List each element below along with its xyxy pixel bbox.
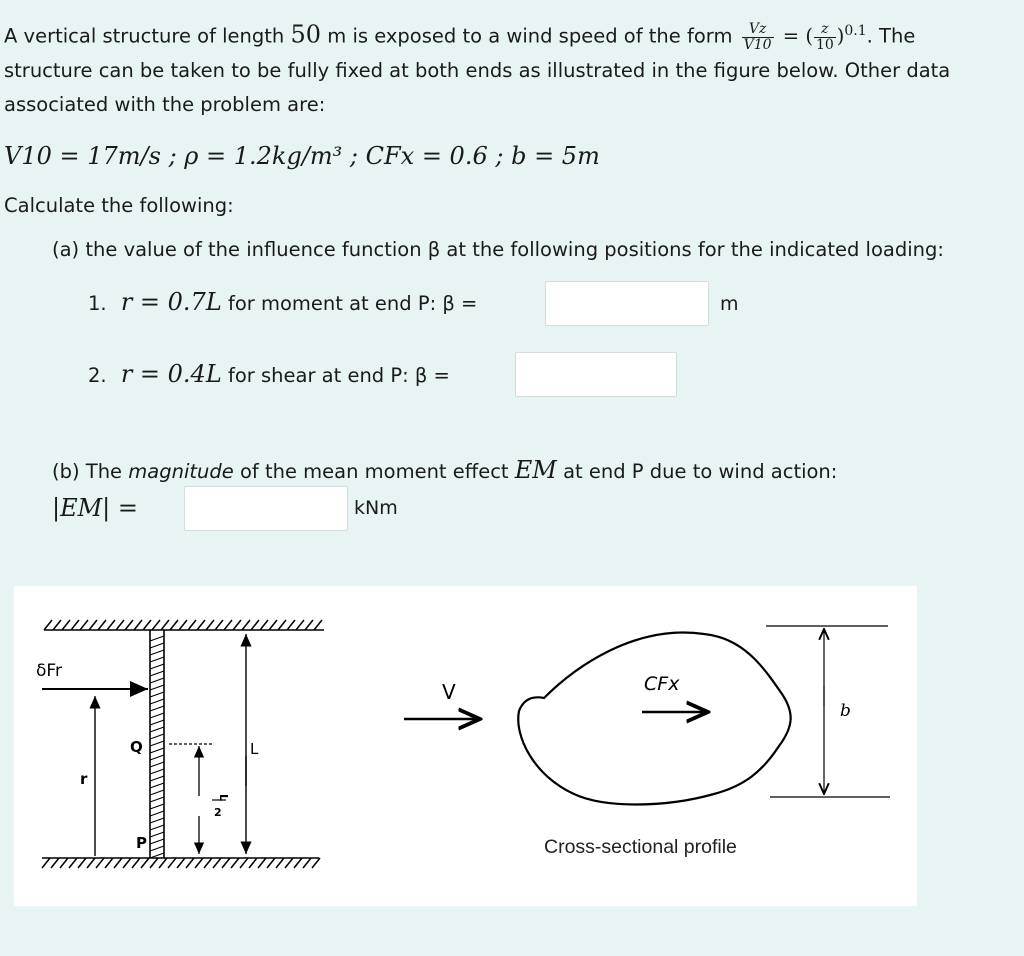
em-unit: kNm bbox=[354, 497, 398, 519]
wind-label: V bbox=[442, 680, 456, 704]
beta-moment-input[interactable] bbox=[545, 281, 709, 326]
half-l-den: 2 bbox=[214, 806, 222, 819]
part-a-prompt: (a) the value of the influence function β at the following positions for the indicated loading: bbox=[52, 238, 944, 261]
bottom-fixed-support bbox=[42, 858, 320, 868]
em-symbol: EM bbox=[514, 456, 557, 484]
given-data: V10 = 17m/s ; ρ = 1.2kg/m³ ; CFx = 0.6 ; b = 5m bbox=[4, 142, 600, 170]
part-a-item-2: 2. r = 0.4L for shear at end P: β = bbox=[88, 360, 450, 388]
calc-prompt: Calculate the following: bbox=[4, 194, 234, 217]
cross-section-outline bbox=[518, 633, 790, 805]
force-label: δFr bbox=[36, 661, 62, 681]
beta-shear-input[interactable] bbox=[515, 352, 677, 397]
coef-label: CFx bbox=[644, 673, 680, 695]
point-p: P bbox=[136, 834, 147, 852]
item1-text: for moment at end P: β = bbox=[227, 292, 478, 315]
wind-profile-lhs: $\frac{Vz}{V10}$ bbox=[743, 20, 772, 53]
label-l: L bbox=[250, 740, 259, 758]
em-magnitude-input[interactable] bbox=[184, 486, 348, 531]
top-fixed-support bbox=[44, 620, 324, 630]
intro-line-3: associated with the problem are: bbox=[4, 92, 326, 116]
magnitude-emphasis: magnitude bbox=[128, 460, 234, 483]
intro-text: A vertical structure of length bbox=[4, 24, 285, 48]
part-a-item-1: 1. r = 0.7L for moment at end P: β = bbox=[88, 288, 478, 316]
structure-diagram bbox=[14, 586, 917, 906]
wind-profile-rhs: $\frac{z}{10}$ bbox=[815, 20, 834, 53]
intro-end: . The bbox=[866, 24, 916, 48]
beta-moment-unit: m bbox=[720, 293, 739, 315]
item1-position: r = 0.7L bbox=[120, 288, 222, 316]
point-q: Q bbox=[130, 738, 143, 756]
em-answer-label: |EM| = bbox=[52, 494, 139, 522]
item2-text: for shear at end P: β = bbox=[227, 364, 450, 387]
problem-statement: A vertical structure of length 50 m is exposed to a wind speed of the form $\frac{Vz}{V10}$ = ( $\frac{z}{10}$ )$^{0.1}$. The structure can be taken to be fully fixed at both ends as illustrated in the figure below. Other data associated with the problem are: bbox=[4, 20, 951, 116]
part-b-prompt: (b) The magnitude of the mean moment effect EM at end P due to wind action: bbox=[52, 456, 838, 484]
vertical-structure bbox=[150, 630, 164, 858]
problem-figure bbox=[14, 586, 917, 906]
half-l-num: L bbox=[217, 794, 230, 802]
length-value: 50 bbox=[290, 20, 322, 49]
figure-caption: Cross-sectional profile bbox=[544, 836, 737, 858]
item2-position: r = 0.4L bbox=[120, 360, 222, 388]
label-r: r bbox=[80, 770, 88, 788]
wind-profile-exponent: 0.1 bbox=[844, 23, 867, 39]
length-unit-text: m is exposed to a wind speed of the form bbox=[327, 24, 733, 48]
intro-line-2: structure can be taken to be fully fixed at both ends as illustrated in the figure below. Other data bbox=[4, 58, 951, 82]
width-label: b bbox=[840, 701, 851, 721]
